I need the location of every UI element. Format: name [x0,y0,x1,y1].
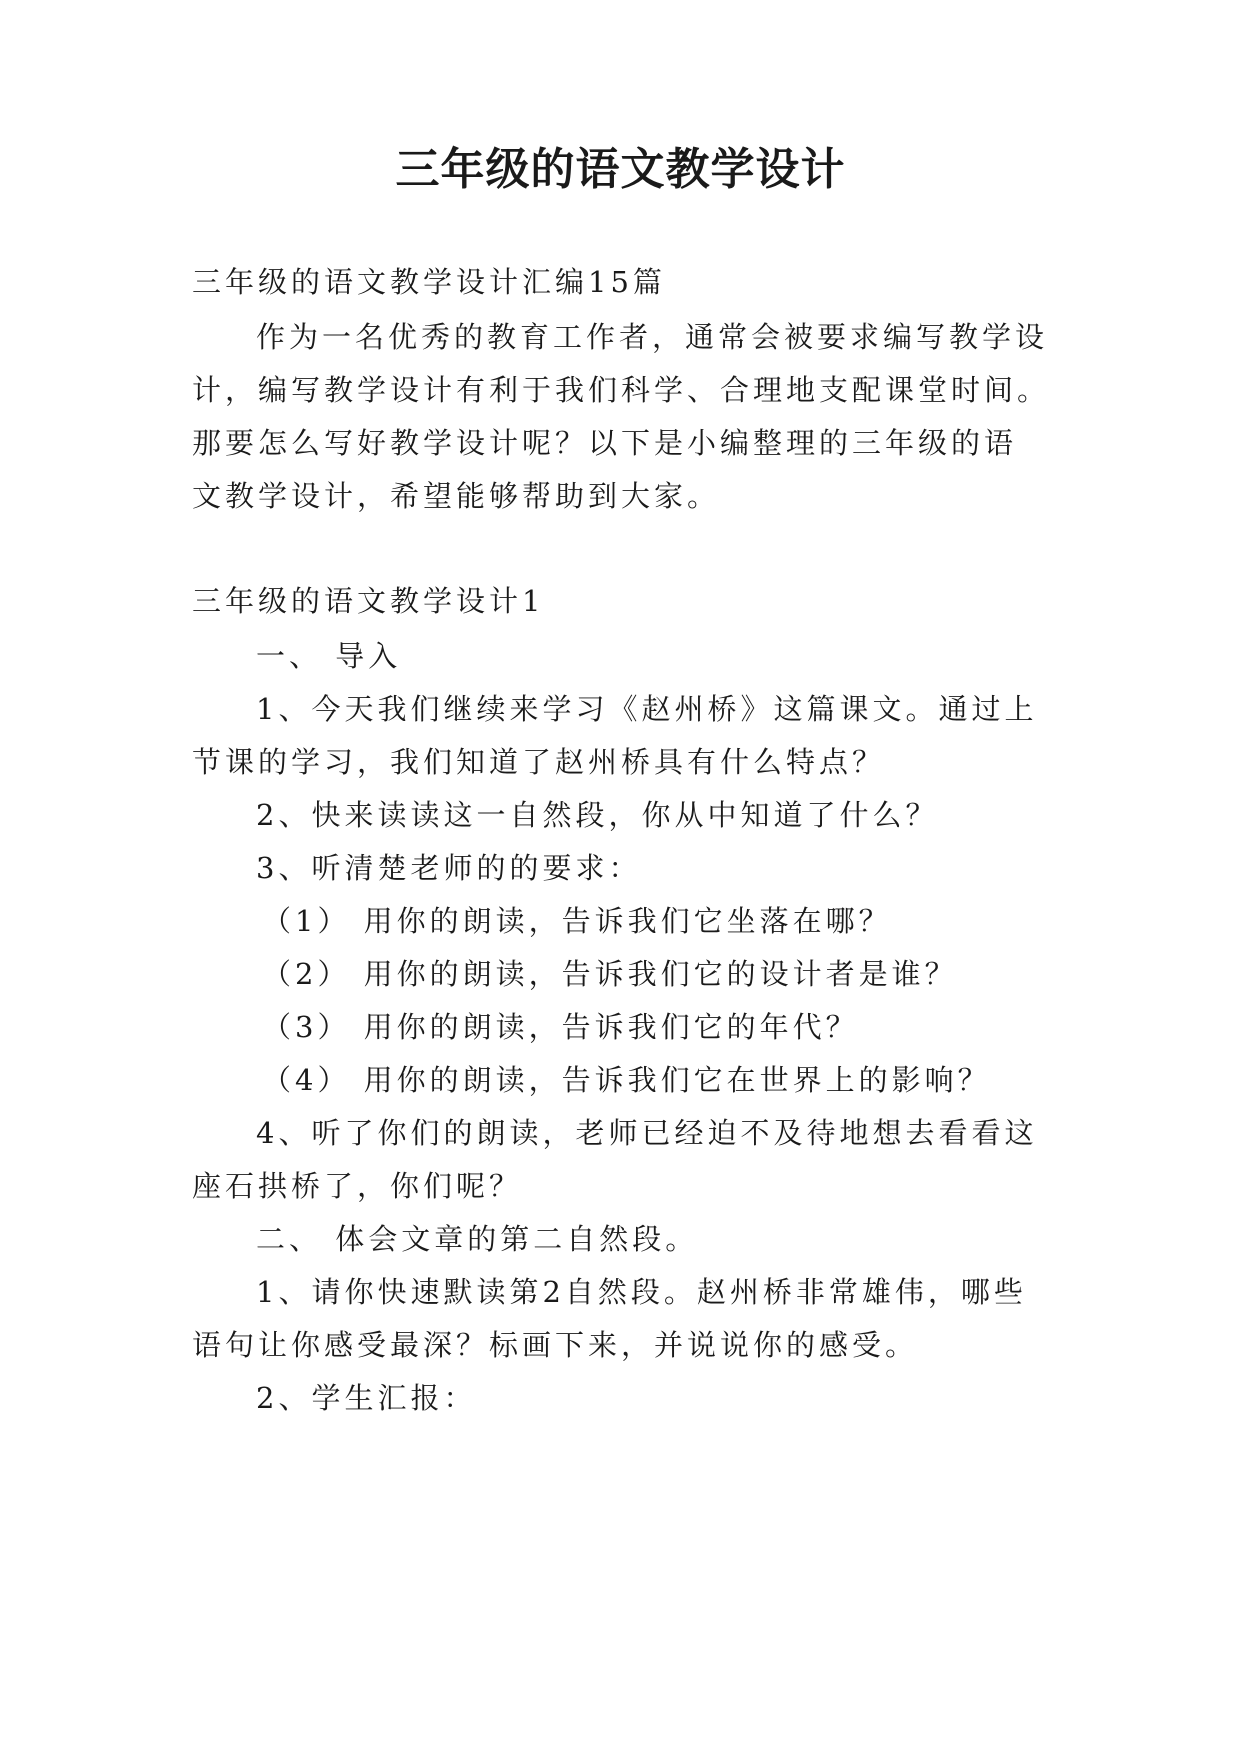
body-line-15: 2、学生汇报： [256,1381,477,1415]
intro-line-2: 计，编写教学设计有利于我们科学、合理地支配课堂时间。 [192,373,1051,407]
body-line-4: 2、快来读读这一自然段，你从中知道了什么？ [256,798,939,832]
body-line-9: （4） 用你的朗读，告诉我们它在世界上的影响？ [262,1063,991,1097]
intro-line-3: 那要怎么写好教学设计呢？以下是小编整理的三年级的语 [192,426,1018,460]
document-subtitle: 三年级的语文教学设计汇编15篇 [192,265,666,299]
body-line-3: 节课的学习，我们知道了赵州桥具有什么特点？ [192,745,886,779]
body-line-14: 语句让你感受最深？标画下来，并说说你的感受。 [192,1328,919,1362]
intro-line-1: 作为一名优秀的教育工作者，通常会被要求编写教学设 [256,320,1049,354]
body-line-6: （1） 用你的朗读，告诉我们它坐落在哪？ [262,904,892,938]
body-line-8: （3） 用你的朗读，告诉我们它的年代？ [262,1010,859,1044]
body-line-1: 一、 导入 [256,639,402,673]
intro-line-4: 文教学设计，希望能够帮助到大家。 [192,479,721,513]
body-line-7: （2） 用你的朗读，告诉我们它的设计者是谁？ [262,957,958,991]
body-line-11: 座石拱桥了，你们呢？ [192,1169,523,1203]
body-line-5: 3、听清楚老师的的要求： [256,851,642,885]
body-line-12: 二、 体会文章的第二自然段。 [256,1222,699,1256]
body-line-13: 1、请你快速默读第2自然段。赵州桥非常雄伟，哪些 [256,1275,1027,1309]
section-heading: 三年级的语文教学设计1 [192,584,545,618]
body-line-10: 4、听了你们的朗读，老师已经迫不及待地想去看看这 [256,1116,1038,1150]
document-title: 三年级的语文教学设计 [395,144,846,195]
body-line-2: 1、今天我们继续来学习《赵州桥》这篇课文。通过上 [256,692,1038,726]
